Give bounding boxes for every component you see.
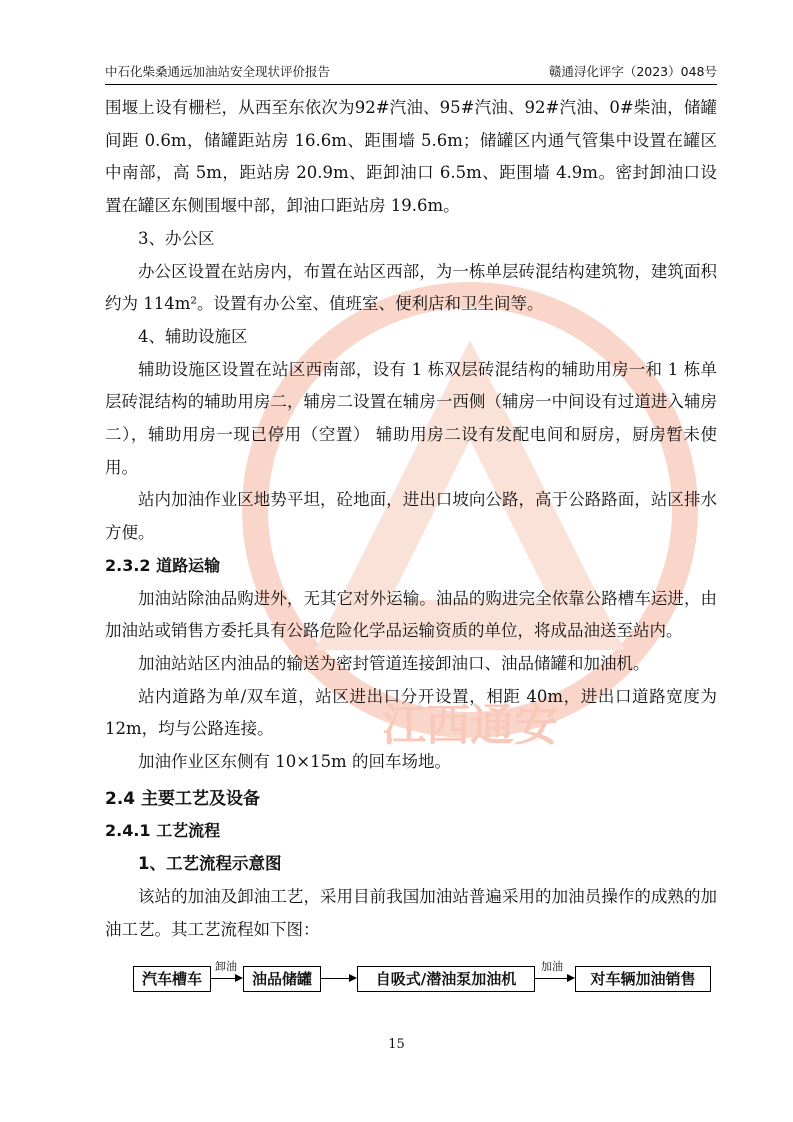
page-number: 15 [388,1037,405,1052]
paragraph-office-area: 办公区设置在站房内，布置在站区西部，为一栋单层砖混结构建筑物，建筑面积约为 114m²。设置有办公室、值班室、便利店和卫生间等。 [105,261,717,314]
flow-arrow-refuel [535,978,573,979]
heading-process-flow: 2.4.1 工艺流程 [105,821,221,841]
paragraph-road-4: 加油作业区东侧有 10×15m 的回车场地。 [138,752,451,772]
process-flow-diagram [133,960,711,994]
paragraph-road-2: 加油站站区内油品的输送为密封管道连接卸油口、油品储罐和加油机。 [138,653,650,673]
paragraph-road-1: 加油站除油品购进外，无其它对外运输。油品的购进完全依靠公路槽车运进，由加油站或销售方委托具有公路危险化学品运输资质的单位，将成品油送至站内。 [105,588,717,641]
flow-label-unload: 卸油 [215,960,237,973]
paragraph-terrain: 站内加油作业区地势平坦，砼地面，进出口坡向公路，高于公路路面，站区排水方便。 [105,490,717,543]
page-header [105,64,717,80]
heading-office-area: 3、办公区 [138,228,215,248]
flow-box-storage-tank: 油品储罐 [243,966,321,992]
heading-process-equipment: 2.4 主要工艺及设备 [105,788,261,809]
paragraph-road-3: 站内道路为单/双车道，站区进出口分开设置，相距 40m，进出口道路宽度为 12m，均与公路连接。 [105,686,717,739]
heading-flow-diagram: 1、工艺流程示意图 [138,854,282,874]
paragraph-auxiliary-area: 辅助设施区设置在站区西南部，设有 1 栋双层砖混结构的辅助用房一和 1 栋单层砖混结构的辅助用房二，辅房二设置在辅房一西侧（辅房一中间设有过道进入辅房二），辅助用房一现已停用（空置） 辅助用房二设有发配电间和厨房，厨房暂未使用。 [105,359,717,477]
heading-road-transport: 2.3.2 道路运输 [105,555,221,575]
flow-box-dispenser: 自吸式/潜油泵加油机 [357,966,535,992]
paragraph-tank-area: 围堰上设有栅栏，从西至东依次为92#汽油、95#汽油、92#汽油、0#柴油，储罐间距 0.6m，储罐距站房 16.6m、距围墙 5.6m；储罐区内通气管集中设置在罐区中南部，高 5m，距站房 20.9m、距卸油口 6.5m、距围墙 4.9m。密封卸油口设置在罐区东侧围堰中部，卸油口距站房 19.6m。 [105,98,717,216]
header-document-number: 赣通浔化评字（2023）048号 [548,64,717,79]
heading-auxiliary-area: 4、辅助设施区 [138,326,248,346]
watermark-text: 江西通安 [382,700,558,750]
flow-arrow-unload [211,978,241,979]
flow-arrow-to-dispenser [321,978,355,979]
page-body [105,92,717,946]
flow-label-refuel: 加油 [541,960,563,973]
header-divider [105,84,717,85]
paragraph-flow-intro: 该站的加油及卸油工艺，采用目前我国加油站普遍采用的加油员操作的成熟的加油工艺。其工艺流程如下图： [105,886,717,939]
flow-box-vehicle-sales: 对车辆加油销售 [575,966,711,992]
header-report-title: 中石化柴桑通远加油站安全现状评价报告 [105,64,331,79]
flow-box-tanker-truck: 汽车槽车 [133,966,211,992]
